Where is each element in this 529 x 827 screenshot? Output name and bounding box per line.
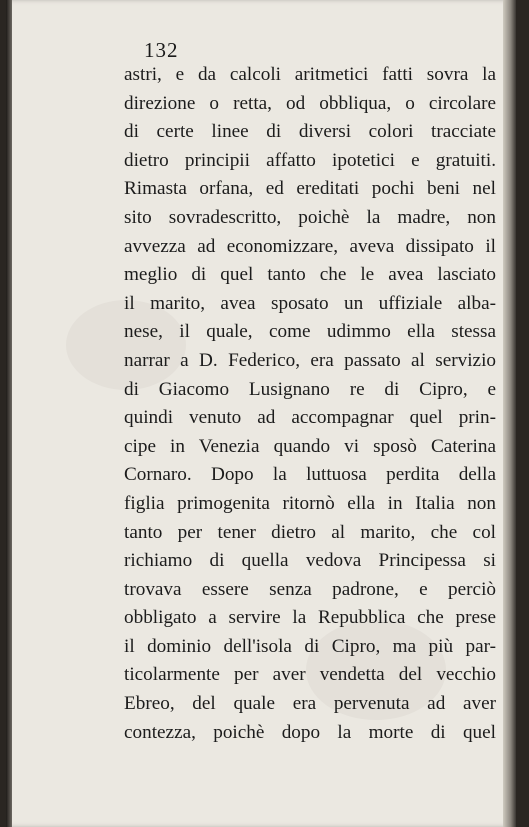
text-line: trovava essere senza padrone, e perciò	[124, 578, 496, 600]
page-gutter-left	[6, 0, 12, 827]
text-line: obbligato a servire la Repubblica che prese	[124, 607, 496, 629]
text-line: il dominio dell'isola di Cipro, ma più par-	[124, 635, 496, 657]
text-line: meglio di quel tanto che le avea lasciato	[124, 264, 496, 286]
text-line: cipe in Venezia quando vi sposò Caterina	[124, 435, 496, 457]
text-line: dietro principii affatto ipotetici e gratuiti.	[124, 149, 496, 171]
text-line: direzione o retta, od obbliqua, o circolare	[124, 92, 496, 114]
text-line: astri, e da calcoli aritmetici fatti sovra la	[124, 64, 496, 85]
book-page	[6, 0, 516, 827]
body-text	[124, 61, 496, 747]
text-line: nese, il quale, come udimmo ella stessa	[124, 321, 496, 343]
text-line: richiamo di quella vedova Principessa si	[124, 550, 496, 572]
text-line: Ebreo, del quale era pervenuta ad aver	[124, 693, 496, 715]
page-number: 132	[144, 38, 179, 62]
text-line: sito sovradescritto, poichè la madre, non	[124, 206, 496, 228]
text-line: narrar a D. Federico, era passato al servizio	[124, 349, 496, 371]
page-edge-right	[503, 0, 516, 827]
text-line: avvezza ad economizzare, aveva dissipato il	[124, 235, 496, 257]
text-line: ticolarmente per aver vendetta del vecchio	[124, 664, 496, 686]
text-line: contezza, poichè dopo la morte di quel	[124, 721, 496, 743]
text-line: di Giacomo Lusignano re di Cipro, e	[124, 378, 496, 400]
text-line: il marito, avea sposato un uffiziale alba-	[124, 292, 496, 314]
text-line: figlia primogenita ritornò ella in Italia non	[124, 492, 496, 514]
text-line: Rimasta orfana, ed ereditati pochi beni nel	[124, 178, 496, 200]
text-line: Cornaro. Dopo la luttuosa perdita della	[124, 464, 496, 486]
text-line: quindi venuto ad accompagnar quel prin-	[124, 407, 496, 429]
text-line: tanto per tener dietro al marito, che col	[124, 521, 496, 543]
text-line: di certe linee di diversi colori tracciate	[124, 121, 496, 143]
